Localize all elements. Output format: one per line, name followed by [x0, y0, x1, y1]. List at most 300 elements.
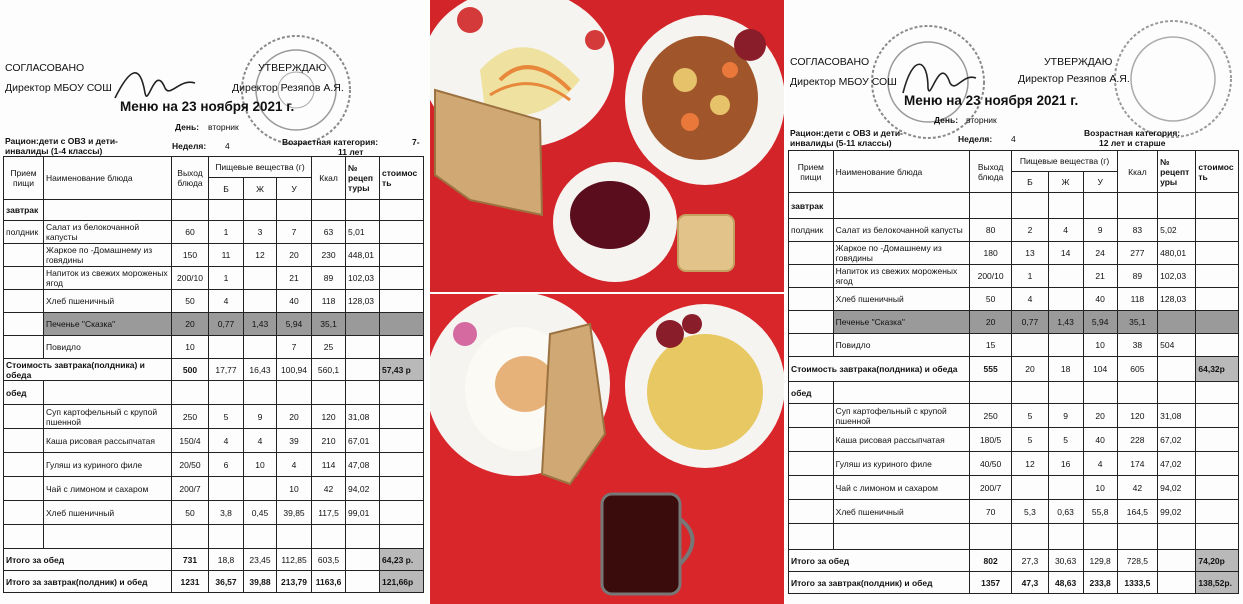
cell-zh: 1,43 [1048, 311, 1083, 334]
lunch-total-cost: 64,23 р. [380, 549, 424, 571]
cell-kcal: 89 [1117, 265, 1157, 288]
cell-kcal: 120 [1117, 404, 1157, 428]
cell-kcal: 277 [1117, 242, 1157, 265]
lunch-photo-image [430, 294, 784, 604]
section-breakfast: завтрак [4, 200, 44, 221]
cell-dish: Повидло [44, 336, 172, 359]
cell-cost [1196, 242, 1239, 265]
cell-zh: 16 [1048, 452, 1083, 476]
cell-kcal: 210 [312, 429, 346, 453]
cell-zh [244, 267, 277, 290]
header-nutrients: Пищевые вещества (г) [1012, 151, 1117, 172]
cell-zh [1048, 265, 1083, 288]
ration-line-2: инвалиды (5-11 классы) [790, 138, 892, 148]
cell-recipe: 31,08 [346, 405, 380, 429]
cell-portion: 20/50 [172, 453, 209, 477]
ration-line-2: инвалиды (1-4 классы) [5, 146, 103, 156]
day-label: День: [175, 122, 200, 132]
table-row [4, 501, 424, 525]
cell-zh: 5 [1048, 428, 1083, 452]
cell-meal [4, 501, 44, 525]
cell-portion: 50 [172, 290, 209, 313]
page-title: Меню на 23 ноября 2021 г. [904, 93, 1079, 108]
lunch-total-b: 27,3 [1012, 550, 1048, 572]
cell-zh: 9 [244, 405, 277, 429]
cell-b: 0,77 [209, 313, 244, 336]
cell-cost [1196, 219, 1239, 242]
cell-meal [789, 242, 834, 265]
cell-b: 1 [209, 221, 244, 244]
cell-cost [380, 453, 424, 477]
cell-meal [789, 404, 834, 428]
breakfast-photo [430, 0, 784, 292]
week-value: 4 [1011, 134, 1016, 144]
lunch-total-b: 18,8 [209, 549, 244, 571]
cell-zh [244, 336, 277, 359]
cell-dish: Печенье "Сказка" [44, 313, 172, 336]
grand-total-portion: 1357 [969, 572, 1012, 594]
cell-meal [4, 336, 44, 359]
agreed-by: Директор МБОУ СОШ [790, 76, 897, 88]
cell-u: 7 [277, 221, 312, 244]
cell-portion: 150 [172, 244, 209, 267]
lunch-total-portion: 802 [969, 550, 1012, 572]
menu-document-grades-5-11 [786, 0, 1243, 604]
table-row [789, 311, 1239, 334]
grand-total-zh: 48,63 [1048, 572, 1083, 594]
cell-u: 10 [1083, 334, 1117, 357]
cell-meal [4, 290, 44, 313]
cell-kcal: 35,1 [1117, 311, 1157, 334]
grand-total-cost: 138,52р. [1196, 572, 1239, 594]
agreed-by: Директор МБОУ СОШ [5, 82, 112, 94]
cell-portion: 200/7 [172, 477, 209, 501]
cell-cost [1196, 476, 1239, 500]
lunch-total-kcal: 728,5 [1117, 550, 1157, 572]
cell-u: 20 [1083, 404, 1117, 428]
grand-total-b: 47,3 [1012, 572, 1048, 594]
breakfast-total-cost: 64,32р [1196, 357, 1239, 382]
breakfast-total-label: Стоимость завтрака(полдника) и обеда [4, 359, 172, 381]
cell-u: 40 [1083, 288, 1117, 311]
cell-dish: Суп картофельный с крупой пшенной [833, 404, 969, 428]
cell-cost [380, 290, 424, 313]
cell-u: 5,94 [277, 313, 312, 336]
lunch-total-zh: 30,63 [1048, 550, 1083, 572]
cell-cost [380, 336, 424, 359]
cell-u: 40 [1083, 428, 1117, 452]
cell-dish: Суп картофельный с крупой пшенной [44, 405, 172, 429]
cell-zh [1048, 476, 1083, 500]
lunch-total-label: Итого за обед [789, 550, 970, 572]
header-portion: Выход блюда [172, 157, 209, 200]
ration-line-1: Рацион:дети с ОВЗ и дети- [790, 128, 903, 138]
cell-b: 2 [1012, 219, 1048, 242]
day-label: День: [934, 115, 959, 125]
cell-b: 1 [1012, 265, 1048, 288]
header-meal: Прием пищи [4, 157, 44, 200]
cell-dish: Гуляш из куриного филе [833, 452, 969, 476]
menu-table [3, 156, 424, 593]
header-kcal: Ккал [312, 157, 346, 200]
cell-dish: Каша рисовая рассыпчатая [833, 428, 969, 452]
cell-meal: полдник [4, 221, 44, 244]
cell-portion: 10 [172, 336, 209, 359]
table-row [4, 453, 424, 477]
age-label: Возрастная категория: [1084, 128, 1181, 138]
cell-cost [1196, 452, 1239, 476]
cell-zh [244, 477, 277, 501]
cell-recipe: 128,03 [1158, 288, 1196, 311]
cell-meal [789, 265, 834, 288]
section-lunch: обед [4, 381, 44, 405]
cell-recipe: 94,02 [1158, 476, 1196, 500]
grand-total-kcal: 1333,5 [1117, 572, 1157, 594]
cell-cost [380, 429, 424, 453]
cell-portion: 20 [969, 311, 1012, 334]
header-b: Б [209, 178, 244, 200]
cell-zh: 0,63 [1048, 500, 1083, 524]
day-value: вторник [208, 122, 239, 132]
breakfast-total-b: 17,77 [209, 359, 244, 381]
cell-meal [4, 313, 44, 336]
agreed-label: СОГЛАСОВАНО [790, 56, 870, 68]
cell-portion: 80 [969, 219, 1012, 242]
cell-meal [4, 244, 44, 267]
header-cost: стоимос ть [1196, 151, 1239, 193]
cell-b [209, 477, 244, 501]
cell-u: 20 [277, 244, 312, 267]
cell-b [1012, 334, 1048, 357]
table-row [789, 428, 1239, 452]
table-row [789, 219, 1239, 242]
cell-meal [789, 311, 834, 334]
header-dish: Наименование блюда [44, 157, 172, 200]
breakfast-total-zh: 18 [1048, 357, 1083, 382]
cell-kcal: 89 [312, 267, 346, 290]
cell-dish: Печенье "Сказка" [833, 311, 969, 334]
cell-meal [4, 453, 44, 477]
cell-b: 4 [1012, 288, 1048, 311]
cell-dish: Жаркое по -Домашнему из говядины [833, 242, 969, 265]
cell-zh [1048, 288, 1083, 311]
cell-b: 1 [209, 267, 244, 290]
cell-cost [1196, 428, 1239, 452]
cell-kcal: 63 [312, 221, 346, 244]
cell-cost [380, 267, 424, 290]
breakfast-total-u: 100,94 [277, 359, 312, 381]
breakfast-total-label: Стоимость завтрака(полдника) и обеда [789, 357, 970, 382]
cell-recipe [1158, 311, 1196, 334]
cell-kcal: 118 [1117, 288, 1157, 311]
cell-dish: Повидло [833, 334, 969, 357]
cell-kcal: 114 [312, 453, 346, 477]
cell-kcal: 117,5 [312, 501, 346, 525]
cell-kcal: 118 [312, 290, 346, 313]
table-row [789, 476, 1239, 500]
approved-by: Директор Резяпов А.Я. [1018, 73, 1130, 85]
cell-portion: 180 [969, 242, 1012, 265]
table-row [4, 244, 424, 267]
cell-u: 40 [277, 290, 312, 313]
cell-u: 5,94 [1083, 311, 1117, 334]
header-u: У [1083, 172, 1117, 193]
breakfast-total-cost: 57,43 р [380, 359, 424, 381]
cell-dish: Салат из белокочанной капусты [833, 219, 969, 242]
header-meal: Прием пищи [789, 151, 834, 193]
menu-document-grades-1-4 [0, 0, 428, 604]
cell-cost [1196, 500, 1239, 524]
lunch-total-u: 112,85 [277, 549, 312, 571]
table-row [789, 334, 1239, 357]
header-zh: Ж [1048, 172, 1083, 193]
agreed-label: СОГЛАСОВАНО [5, 62, 85, 74]
table-row [4, 405, 424, 429]
page-title: Меню на 23 ноября 2021 г. [120, 99, 295, 114]
cell-recipe: 67,02 [1158, 428, 1196, 452]
cell-cost [380, 501, 424, 525]
cell-b: 5 [209, 405, 244, 429]
cell-recipe: 102,03 [1158, 265, 1196, 288]
cell-zh [244, 290, 277, 313]
cell-cost [380, 313, 424, 336]
cell-portion: 250 [172, 405, 209, 429]
cell-cost [380, 405, 424, 429]
header-cost: стоимос ть [380, 157, 424, 200]
grand-total-label: Итого за завтрак(полдник) и обед [789, 572, 970, 594]
cell-meal [4, 477, 44, 501]
cell-cost [1196, 311, 1239, 334]
cell-zh: 9 [1048, 404, 1083, 428]
cell-recipe: 448,01 [346, 244, 380, 267]
meal-photos [430, 0, 784, 604]
cell-b: 5 [1012, 428, 1048, 452]
cell-recipe: 504 [1158, 334, 1196, 357]
cell-kcal: 228 [1117, 428, 1157, 452]
cell-kcal: 230 [312, 244, 346, 267]
cell-dish: Каша рисовая рассыпчатая [44, 429, 172, 453]
cell-portion: 200/7 [969, 476, 1012, 500]
cell-meal [789, 476, 834, 500]
header-dish: Наименование блюда [833, 151, 969, 193]
cell-b [209, 336, 244, 359]
cell-cost [380, 477, 424, 501]
cell-recipe: 128,03 [346, 290, 380, 313]
age-value-2: 11 лет [338, 147, 364, 157]
table-row [4, 313, 424, 336]
section-lunch: обед [789, 382, 834, 404]
cell-meal [4, 429, 44, 453]
cell-cost [1196, 334, 1239, 357]
lunch-total-label: Итого за обед [4, 549, 172, 571]
cell-recipe: 67,01 [346, 429, 380, 453]
cell-recipe: 31,08 [1158, 404, 1196, 428]
cell-cost [380, 221, 424, 244]
cell-meal [4, 405, 44, 429]
cell-portion: 40/50 [969, 452, 1012, 476]
cell-meal [789, 428, 834, 452]
grand-total-b: 36,57 [209, 571, 244, 593]
cell-zh: 4 [244, 429, 277, 453]
cell-b [1012, 476, 1048, 500]
grand-total-kcal: 1163,6 [312, 571, 346, 593]
table-row [4, 336, 424, 359]
lunch-total-cost: 74,20р [1196, 550, 1239, 572]
approved-label: УТВЕРЖДАЮ [258, 62, 327, 74]
cell-cost [1196, 404, 1239, 428]
grand-total-cost: 121,66р [380, 571, 424, 593]
cell-b: 4 [209, 429, 244, 453]
week-value: 4 [225, 141, 230, 151]
cell-b: 5 [1012, 404, 1048, 428]
header-recipe: № рецеп туры [346, 157, 380, 200]
cell-dish: Чай с лимоном и сахаром [44, 477, 172, 501]
grand-total-label: Итого за завтрак(полдник) и обед [4, 571, 172, 593]
approved-label: УТВЕРЖДАЮ [1044, 56, 1113, 68]
cell-portion: 180/5 [969, 428, 1012, 452]
breakfast-total-kcal: 560,1 [312, 359, 346, 381]
cell-cost [1196, 288, 1239, 311]
table-row [789, 242, 1239, 265]
cell-dish: Хлеб пшеничный [44, 501, 172, 525]
cell-recipe: 5,01 [346, 221, 380, 244]
cell-portion: 15 [969, 334, 1012, 357]
cell-dish: Чай с лимоном и сахаром [833, 476, 969, 500]
header-portion: Выход блюда [969, 151, 1012, 193]
table-row [4, 477, 424, 501]
cell-meal [789, 334, 834, 357]
cell-u: 20 [277, 405, 312, 429]
cell-recipe: 480,01 [1158, 242, 1196, 265]
cell-meal [4, 267, 44, 290]
cell-zh: 1,43 [244, 313, 277, 336]
cell-cost [1196, 265, 1239, 288]
lunch-total-kcal: 603,5 [312, 549, 346, 571]
cell-u: 7 [277, 336, 312, 359]
header-recipe: № рецепт уры [1158, 151, 1196, 193]
cell-recipe: 5,02 [1158, 219, 1196, 242]
cell-zh: 14 [1048, 242, 1083, 265]
cell-portion: 60 [172, 221, 209, 244]
cell-recipe: 99,02 [1158, 500, 1196, 524]
breakfast-photo-image [430, 0, 784, 292]
table-row [789, 288, 1239, 311]
cell-dish: Напиток из свежих мороженых ягод [44, 267, 172, 290]
cell-u: 24 [1083, 242, 1117, 265]
header-nutrients: Пищевые вещества (г) [209, 157, 312, 178]
breakfast-total-b: 20 [1012, 357, 1048, 382]
cell-portion: 70 [969, 500, 1012, 524]
cell-recipe: 47,08 [346, 453, 380, 477]
cell-meal [789, 288, 834, 311]
cell-portion: 150/4 [172, 429, 209, 453]
grand-total-u: 213,79 [277, 571, 312, 593]
cell-kcal: 83 [1117, 219, 1157, 242]
cell-kcal: 164,5 [1117, 500, 1157, 524]
cell-u: 55,8 [1083, 500, 1117, 524]
cell-dish: Хлеб пшеничный [44, 290, 172, 313]
cell-b: 3,8 [209, 501, 244, 525]
cell-zh: 0,45 [244, 501, 277, 525]
cell-b: 6 [209, 453, 244, 477]
table-row [4, 221, 424, 244]
cell-u: 39,85 [277, 501, 312, 525]
breakfast-total-u: 104 [1083, 357, 1117, 382]
cell-kcal: 35,1 [312, 313, 346, 336]
section-breakfast: завтрак [789, 193, 834, 219]
cell-dish: Жаркое по -Домашнему из говядины [44, 244, 172, 267]
cell-meal [789, 500, 834, 524]
cell-kcal: 25 [312, 336, 346, 359]
cell-recipe [346, 313, 380, 336]
day-value: вторник [966, 115, 997, 125]
cell-u: 9 [1083, 219, 1117, 242]
grand-total-portion: 1231 [172, 571, 209, 593]
header-zh: Ж [244, 178, 277, 200]
lunch-photo [430, 294, 784, 604]
cell-b: 11 [209, 244, 244, 267]
table-row [789, 452, 1239, 476]
cell-kcal: 120 [312, 405, 346, 429]
cell-meal: полдник [789, 219, 834, 242]
week-label: Неделя: [172, 141, 207, 151]
lunch-total-zh: 23,45 [244, 549, 277, 571]
grand-total-u: 233,8 [1083, 572, 1117, 594]
breakfast-total-kcal: 605 [1117, 357, 1157, 382]
header-b: Б [1012, 172, 1048, 193]
breakfast-total-portion: 500 [172, 359, 209, 381]
cell-cost [380, 244, 424, 267]
cell-portion: 50 [969, 288, 1012, 311]
cell-zh [1048, 334, 1083, 357]
age-value: 12 лет и старше [1099, 138, 1166, 148]
cell-dish: Хлеб пшеничный [833, 288, 969, 311]
approved-by: Директор Резяпов А.Я. [232, 82, 344, 94]
lunch-total-u: 129,8 [1083, 550, 1117, 572]
cell-kcal: 174 [1117, 452, 1157, 476]
table-row [789, 404, 1239, 428]
cell-dish: Напиток из свежих мороженых ягод [833, 265, 969, 288]
cell-recipe: 94,02 [346, 477, 380, 501]
grand-total-zh: 39,88 [244, 571, 277, 593]
cell-u: 39 [277, 429, 312, 453]
cell-portion: 200/10 [969, 265, 1012, 288]
cell-recipe: 47,02 [1158, 452, 1196, 476]
header-u: У [277, 178, 312, 200]
age-value-1: 7- [412, 137, 420, 147]
cell-recipe [346, 336, 380, 359]
breakfast-total-zh: 16,43 [244, 359, 277, 381]
cell-b: 0,77 [1012, 311, 1048, 334]
cell-zh: 10 [244, 453, 277, 477]
cell-kcal: 42 [312, 477, 346, 501]
table-row [4, 267, 424, 290]
cell-meal [789, 452, 834, 476]
breakfast-total-portion: 555 [969, 357, 1012, 382]
cell-dish: Гуляш из куриного филе [44, 453, 172, 477]
ration-line-1: Рацион:дети с ОВЗ и дети- [5, 136, 118, 146]
cell-portion: 250 [969, 404, 1012, 428]
table-row [4, 429, 424, 453]
cell-zh: 12 [244, 244, 277, 267]
cell-u: 4 [1083, 452, 1117, 476]
cell-kcal: 38 [1117, 334, 1157, 357]
cell-u: 10 [277, 477, 312, 501]
cell-u: 4 [277, 453, 312, 477]
cell-portion: 20 [172, 313, 209, 336]
table-row [4, 290, 424, 313]
week-label: Неделя: [958, 134, 993, 144]
